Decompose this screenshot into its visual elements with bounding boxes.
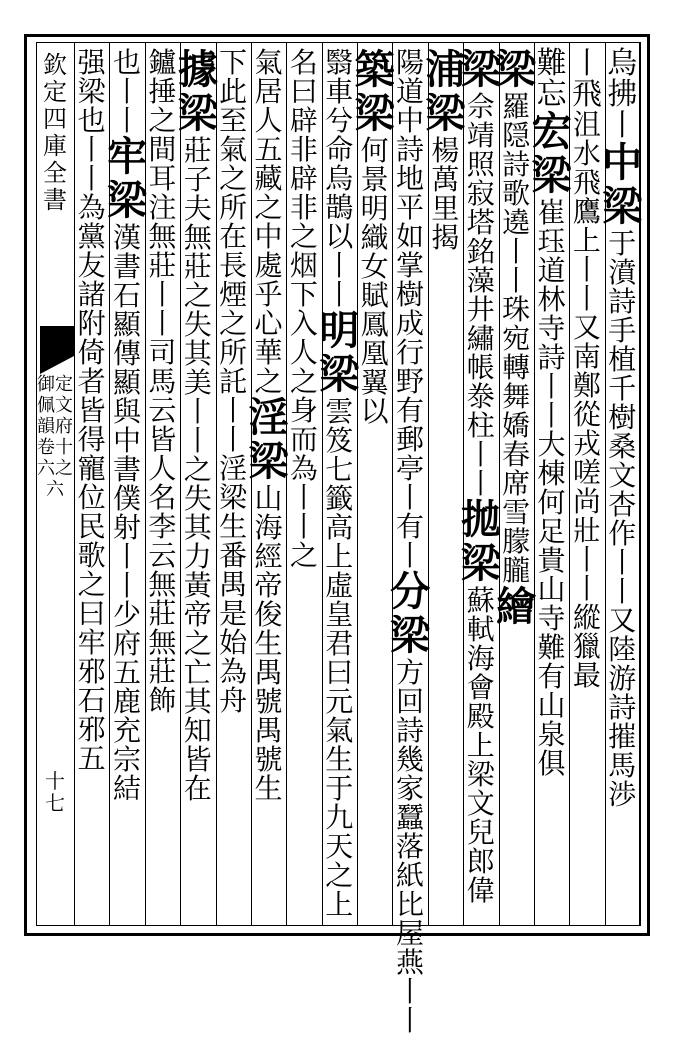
text-segment: 崔 珏 道 林 寺 詩 丨 丨 大 棟 何 足 貴 山 寺 難 有 山 泉 俱 xyxy=(537,196,566,780)
text-segment: 難 忘 xyxy=(536,46,567,112)
headword: 牢 梁 xyxy=(107,133,148,224)
text-segment: 鑪 捶 之 間 耳 注 無 莊 丨 丨 司 馬 云 皆 人 名 李 云 無 莊 無 莊 飾 xyxy=(148,46,177,717)
text-segment: 何 景 明 織 女 賦 鳳 凰 翼 以 xyxy=(360,134,389,428)
text-segment: 羅 隠 詩 歌 遶 丨 丨 珠 宛 轉 舞 嬌 春 席 雪 朦 朧 xyxy=(502,90,531,587)
headword: 明 梁 xyxy=(319,307,360,398)
headword: 梁 xyxy=(460,46,501,93)
headword: 據 梁 xyxy=(177,46,218,137)
text-segment: 名 曰 辟 非 辟 非 之 烟 下 入 人 之 身 而 為 丨 丨 之 xyxy=(289,46,318,572)
text-segment: 丨 丨 淫 梁 生 番 禺 是 始 為 舟 xyxy=(219,394,248,717)
text-segment: 陽 道 中 詩 地 平 如 掌 樹 成 行 野 有 郵 亭 丨 有 丨 xyxy=(396,46,425,572)
headword: 梁 xyxy=(496,46,537,93)
headword: 築 梁 xyxy=(354,46,395,137)
text-segment: 强 梁 也 丨 丨 為 黨 友 諸 附 倚 者 皆 得 寵 位 民 歌 之 曰 牢 邪 石 邪 五 xyxy=(77,46,106,775)
text-segment: 也 丨 丨 xyxy=(113,46,142,137)
text-column xyxy=(70,48,114,916)
text-segment: 蘇 軾 海 會 殿 上 梁 文 兒 郎 偉 xyxy=(466,584,495,907)
text-segment: 翳 車 兮 命 烏 鵲 以 丨 丨 xyxy=(325,46,354,311)
text-segment: 雲 笈 七 籤 高 上 虛 皇 君 曰 元 氣 生 于 九 天 之 上 xyxy=(325,395,354,921)
text-segment: 丨 飛 xyxy=(571,46,602,112)
text-segment: 沮 水 飛 鷹 上 丨 丨 又 南 鄭 從 戎 嗟 尚 壯 丨 丨 縱 獵 最 xyxy=(572,108,601,692)
text-segment: 楊 萬 里 揭 xyxy=(431,134,460,254)
text-segment: 莊 子 夫 無 莊 之 失 其 美 丨 丨 之 失 其 力 黃 帝 之 亡 其 知 皆 在 xyxy=(183,134,212,805)
headword: 淫 梁 xyxy=(248,394,289,485)
section-title: 御定佩文韻府卷十六之六 xyxy=(37,374,73,500)
headword: 宏 梁 xyxy=(531,108,572,199)
margin-column xyxy=(36,42,74,926)
headword: 中 梁 xyxy=(602,139,643,230)
headword: 浦 梁 xyxy=(425,46,466,137)
page-number: 十七 xyxy=(45,769,65,815)
text-segment: 烏 拂 丨 xyxy=(607,46,638,143)
headword: 繪 xyxy=(496,583,537,630)
headword: 分 梁 xyxy=(390,568,431,659)
book-title: 欽定四庫全書 xyxy=(43,51,67,214)
text-segment: 山 海 經 帝 俊 生 禺 號 禺 號 生 xyxy=(254,482,283,805)
headword: 拋 梁 xyxy=(460,496,501,587)
text-segment: 佘 靖 照 寂 塔 銘 藻 井 繡 帳 𣳾 柱 丨 丨 xyxy=(466,90,495,500)
text-segment: 氣 居 人 五 藏 之 中 處 乎 心 華 之 xyxy=(254,46,283,398)
text-segment: 于 濆 詩 手 植 千 樹 桑 文 杏 作 丨 丨 又 陸 游 詩 摧 馬 渉 xyxy=(608,227,637,811)
text-segment: 漢 書 石 顯 傳 顯 與 中 書 僕 射 丨 丨 少 府 五 鹿 充 宗 結 xyxy=(113,221,142,805)
text-segment: 下 此 至 氣 之 所 在 長 煙 之 所 託 xyxy=(219,46,248,398)
text-segment: 方 回 詩 幾 家 蠶 落 紙 比 屋 燕 丨 丨 xyxy=(396,656,425,1037)
